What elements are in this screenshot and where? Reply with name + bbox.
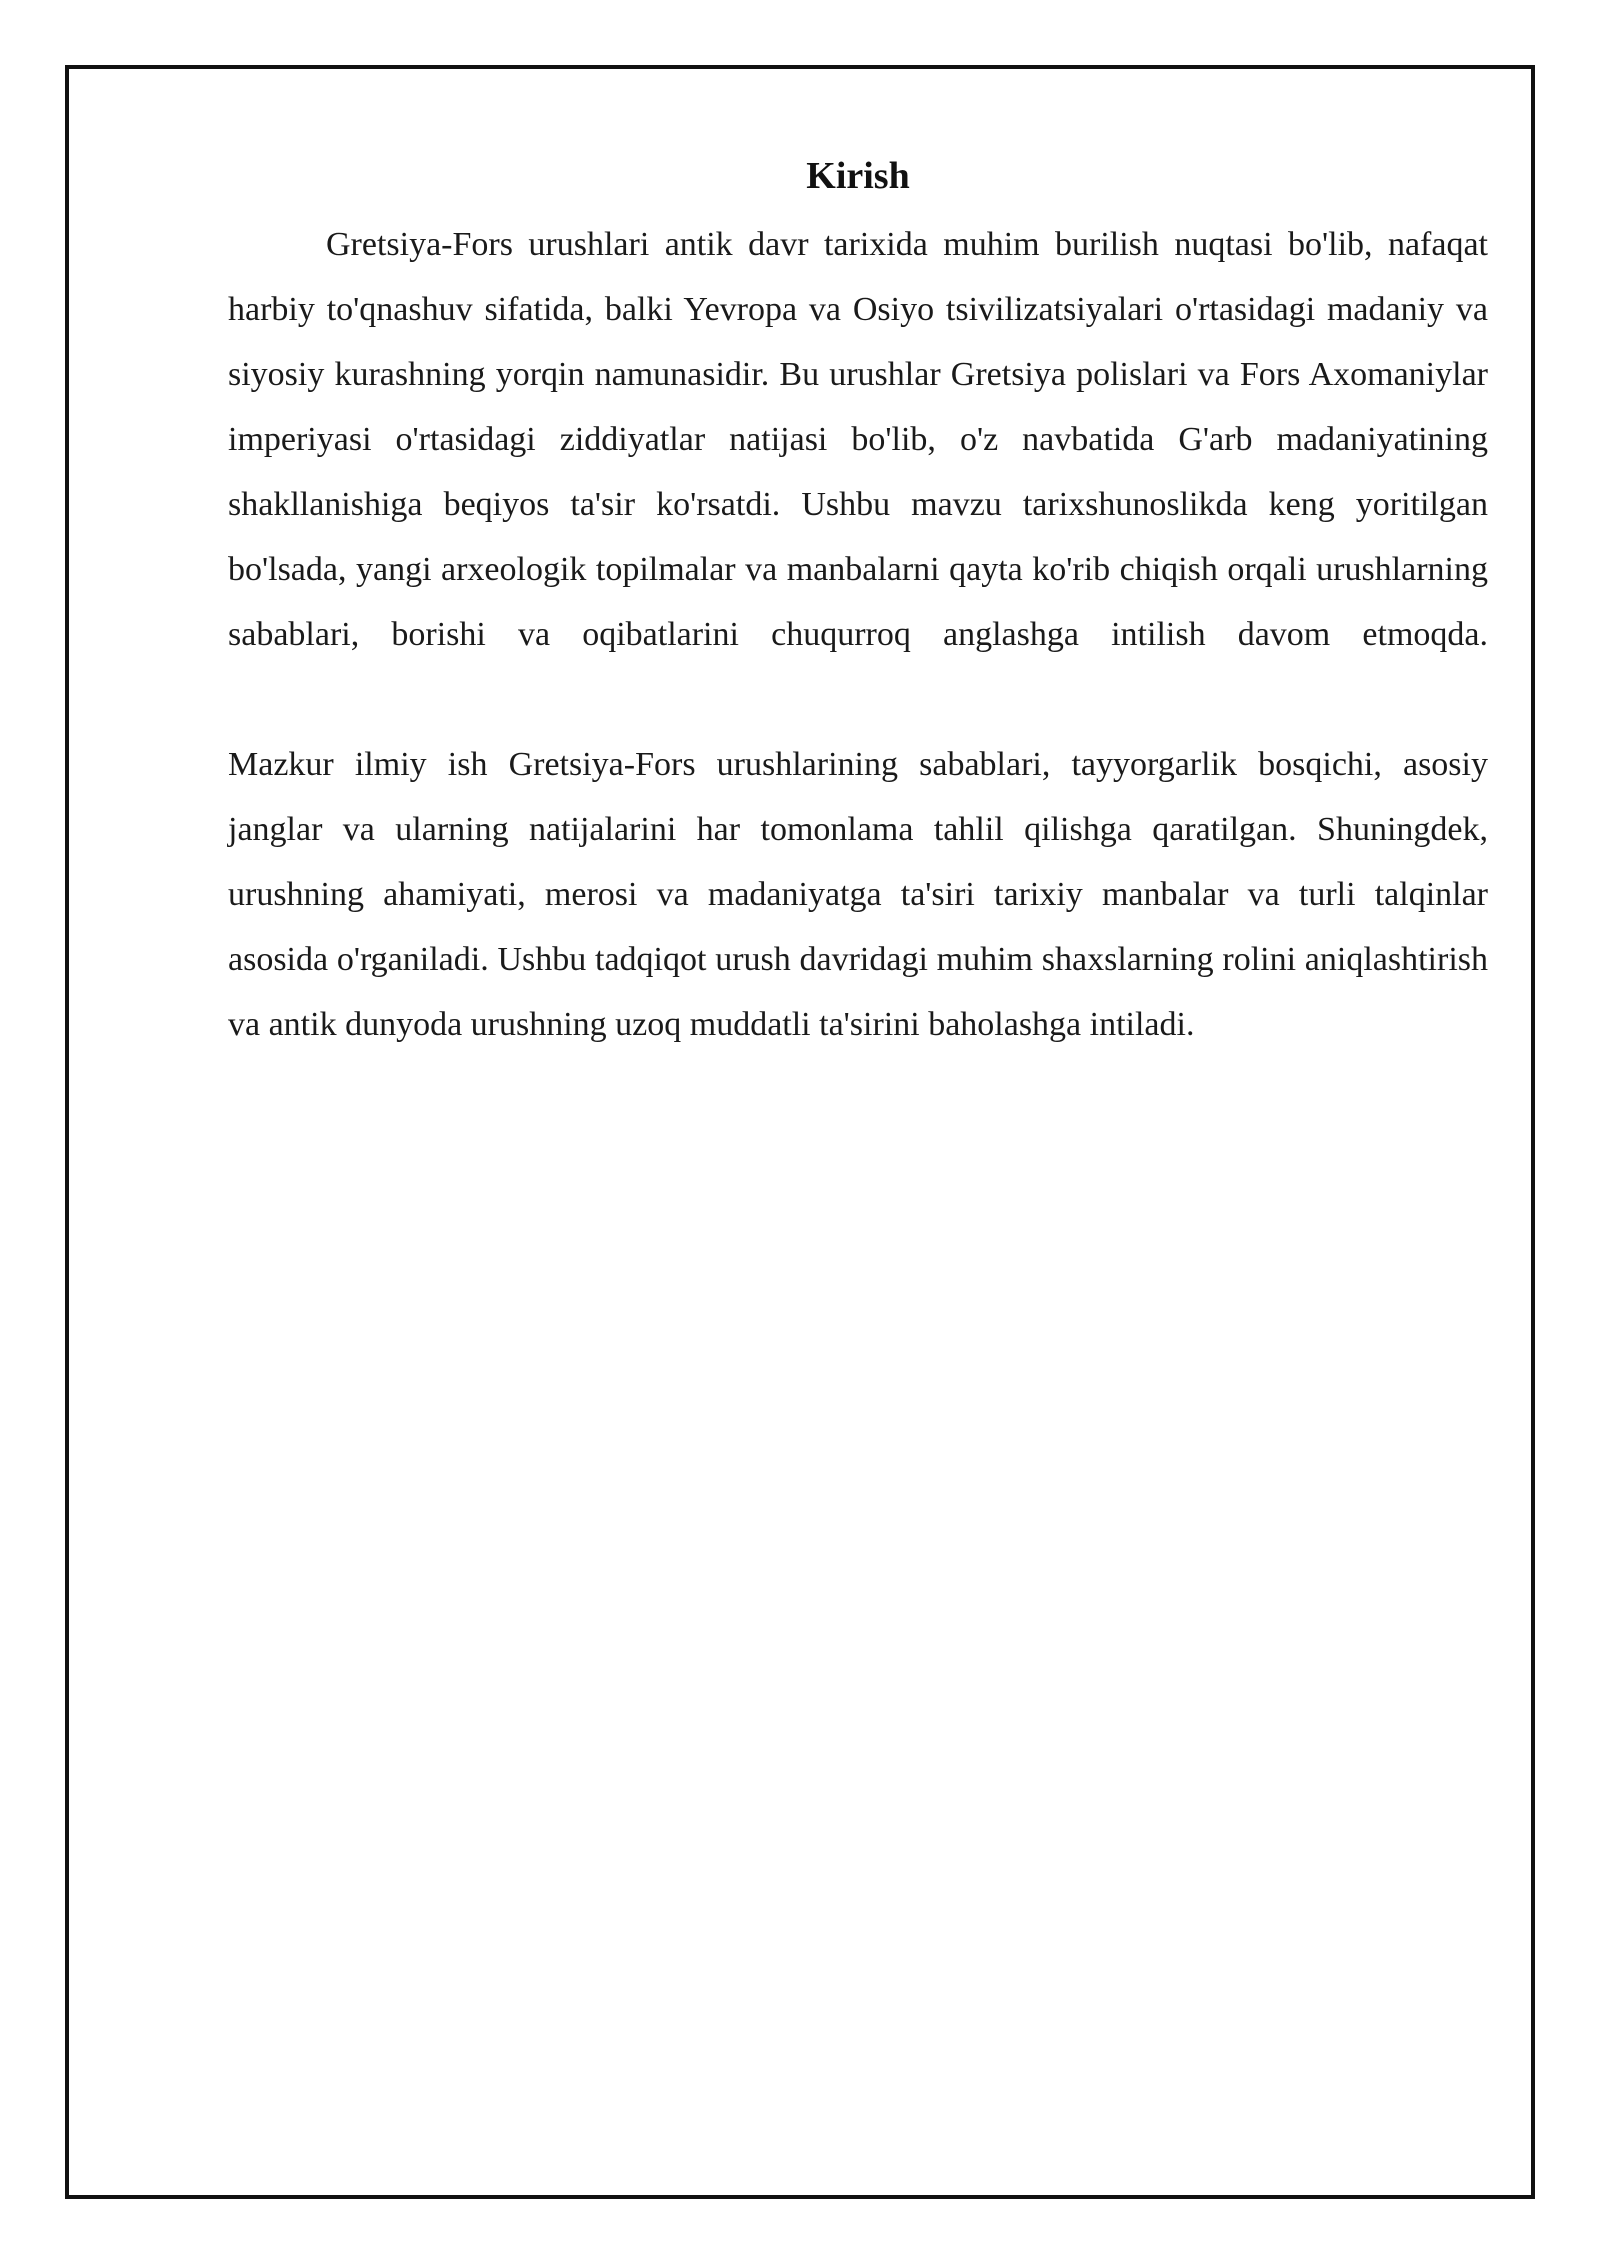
- paragraph-introduction: Gretsiya-Fors urushlari antik davr tarixida muhim burilish nuqtasi bo'lib, nafaqat harbiy to'qnashuv sifatida, balki Yevropa va Osiyo tsivilizatsiyalari o'rtasidagi madaniy va siyosiy kurashning yorqin namunasidir. Bu urushlar Gretsiya polislari va Fors Axomaniylar imperiyasi o'rtasidagi ziddiyatlar natijasi bo'lib, o'z navbatida G'arb madaniyatining shakllanishiga beqiyos ta'sir ko'rsatdi. Ushbu mavzu tarixshunoslikda keng yoritilgan bo'lsada, yangi arxeologik topilmalar va manbalarni qayta ko'rib chiqish orqali urushlarning sabablari, borishi va oqibatlarini chuqurroq anglashga intilish davom etmoqda.: [228, 226, 1488, 653]
- paragraph-spacer: [228, 667, 1488, 732]
- paragraph-research-aim: Mazkur ilmiy ish Gretsiya-Fors urushlarining sabablari, tayyorgarlik bosqichi, asosiy janglar va ularning natijalarini har tomonlama tahlil qilishga qaratilgan. Shuningdek, urushning ahamiyati, merosi va madaniyatga ta'siri tarixiy manbalar va turli talqinlar asosida o'rganiladi. Ushbu tadqiqot urush davridagi muhim shaxslarning rolini aniqlashtirish va antik dunyoda urushning uzoq muddatli ta'sirini baholashga intiladi.: [228, 746, 1488, 1043]
- document-title: Kirish: [806, 155, 910, 197]
- document-body: [228, 150, 1488, 1057]
